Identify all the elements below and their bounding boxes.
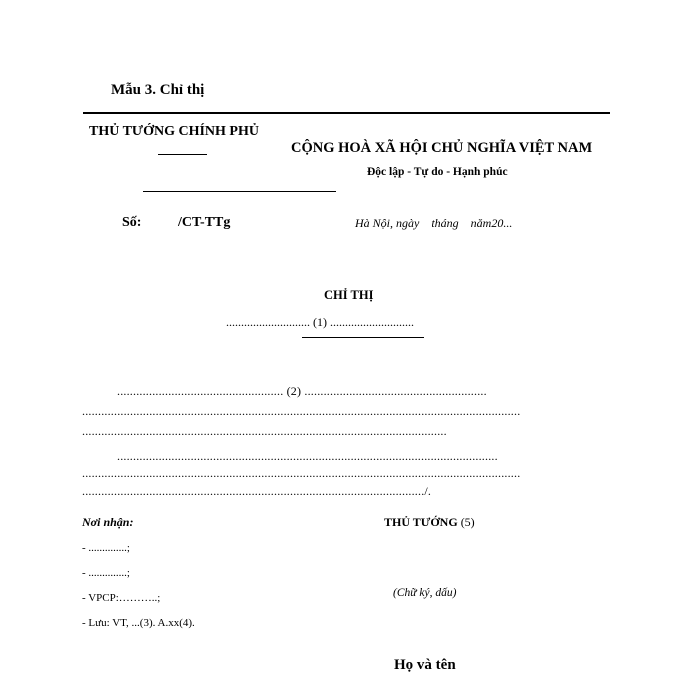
- header-top-rule: [83, 112, 610, 114]
- body-paragraph-2-line-1: .......................................................................................................................: [117, 449, 498, 463]
- body-paragraph-1-line-1: .................................................... (2) .........................................................: [117, 384, 487, 398]
- issuer-underline: [158, 154, 207, 155]
- recipient-item: - VPCP:………..;: [82, 592, 161, 604]
- body-paragraph-2-line-2: .........................................................................................................................................: [82, 466, 521, 480]
- recipient-item: - Lưu: VT, ...(3). A.xx(4).: [82, 617, 195, 629]
- signature-note: (Chữ ký, dấu): [393, 587, 457, 599]
- issuer-name: THỦ TƯỚNG CHÍNH PHỦ: [89, 124, 259, 139]
- form-label: Mẫu 3. Chỉ thị: [111, 82, 205, 98]
- signer-name: Họ và tên: [394, 657, 456, 673]
- body-paragraph-2-line-3: .........................................................................................................../.: [82, 484, 432, 498]
- recipient-item: - ..............;: [82, 567, 130, 579]
- document-number-label: Số:: [122, 215, 142, 230]
- signer-title: THỦ TƯỚNG: [384, 515, 458, 529]
- subject-underline: [302, 337, 424, 338]
- signer-title-block: [384, 515, 475, 530]
- signer-title-note: (5): [460, 515, 475, 529]
- document-subject: ............................ (1) ............................: [226, 315, 414, 329]
- national-title: CỘNG HOÀ XÃ HỘI CHỦ NGHĨA VIỆT NAM: [291, 140, 593, 156]
- body-paragraph-1-line-2: .........................................................................................................................................: [82, 404, 521, 418]
- national-motto: Độc lập - Tự do - Hạnh phúc: [367, 166, 508, 178]
- motto-underline: [143, 191, 336, 192]
- place-and-date: Hà Nội, ngày tháng năm20...: [355, 216, 513, 230]
- document-type: CHỈ THỊ: [324, 288, 374, 302]
- recipients-label: Nơi nhận:: [82, 515, 134, 529]
- recipient-item: - ..............;: [82, 542, 130, 554]
- document-number-code: /CT-TTg: [178, 215, 231, 230]
- body-paragraph-1-line-3: ..................................................................................................................: [82, 424, 447, 438]
